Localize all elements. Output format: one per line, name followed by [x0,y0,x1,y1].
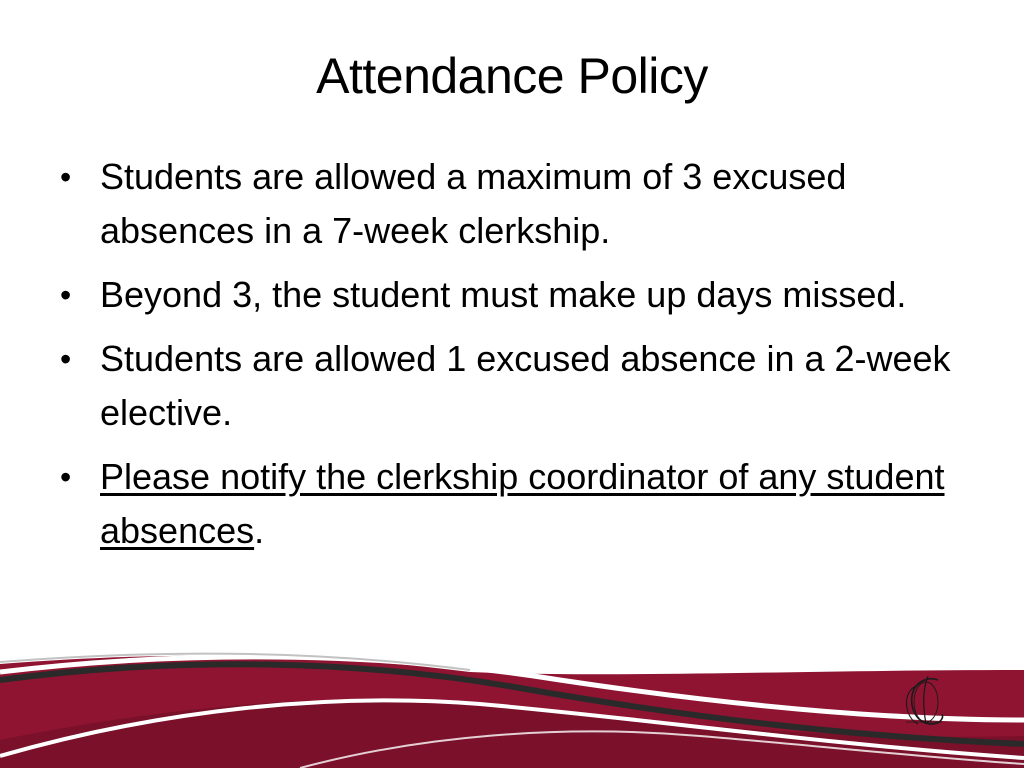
bullet-text: Beyond 3, the student must make up days missed. [100,274,907,315]
bullet-glyph: • [60,341,72,377]
bullet-item [56,150,976,258]
institution-logo-mark-icon [898,672,950,732]
notify-coordinator-underlined-text: Please notify the clerkship coordinator of any student absences [100,456,945,551]
bullet-text: Students are allowed a maximum of 3 excused absences in a 7-week clerkship. [100,156,847,251]
swoosh-ribbon-decoration-icon [0,640,1024,768]
bullet-glyph: • [60,159,72,195]
bullet-trailing-period: . [254,510,265,551]
slide-title: Attendance Policy [316,48,708,104]
bullet-item [56,450,976,558]
bullet-text: Students are allowed 1 excused absence in a 2-week elective. [100,338,951,433]
bullet-text [100,456,945,551]
bullet-list [56,150,976,568]
bullet-item [56,268,976,322]
bullet-glyph: • [60,277,72,313]
bullet-glyph: • [60,459,72,495]
bullet-item [56,332,976,440]
